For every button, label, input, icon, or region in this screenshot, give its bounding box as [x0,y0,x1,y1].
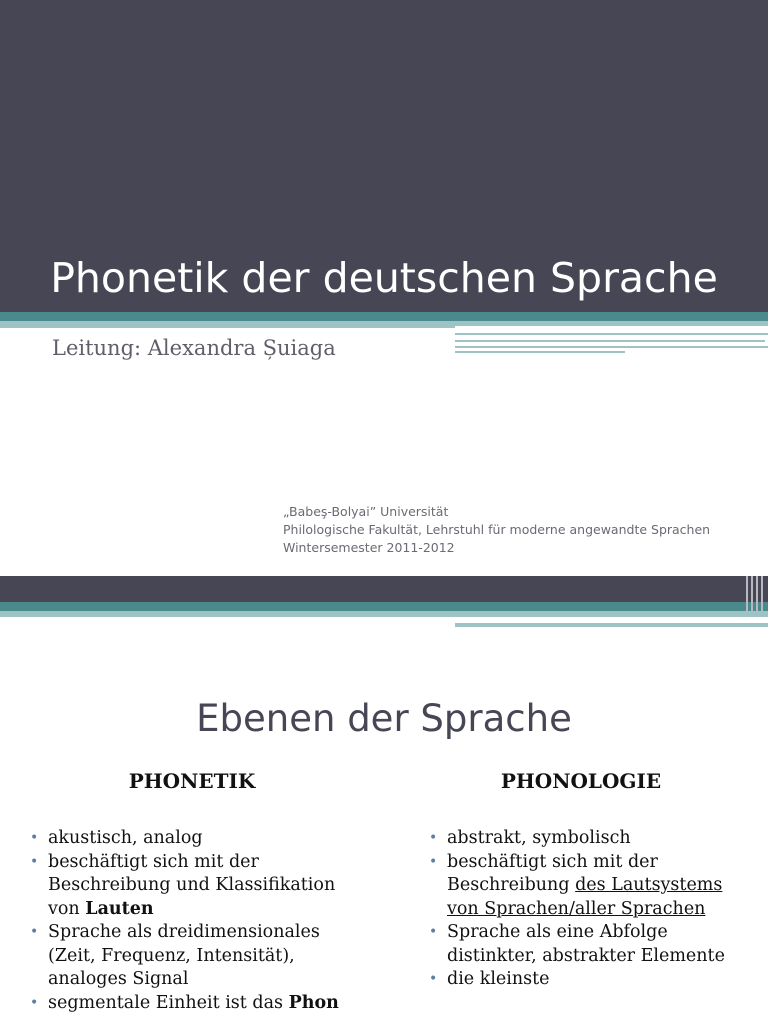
slide-title: Ebenen der Sprache [196,697,572,740]
list-item: • die kleinste [427,968,747,992]
bullet-icon: • [429,853,438,870]
underlined-term: des Lautsystems von Sprachen/aller Sprachen [447,875,723,919]
column-heading-phonologie: PHONOLOGIE [500,769,662,793]
list-item: • akustisch, analog [28,827,358,851]
bold-term: Phon [288,992,339,1013]
content-slide [0,576,768,1024]
list-item: • beschäftigt sich mit der Beschreibung des Lautsystems von Sprachen/aller Sprachen [429,851,723,919]
bullet-icon: • [30,830,39,846]
decorative-stripe [751,576,753,612]
phonologie-list [427,827,747,992]
decorative-stripe [746,576,748,612]
bullet-icon: • [429,830,438,846]
faculty-line: Philologische Fakultät, Lehrstuhl für moderne angewandte Sprachen [283,522,711,537]
list-item: • Sprache als dreidimensionales (Zeit, Frequenz, Intensität), analoges Signal [30,922,320,989]
decorative-line [455,333,768,335]
bullet-icon: • [30,853,39,870]
light-accent-band-right [455,321,768,326]
bullet-icon: • [429,971,438,987]
top-decorative-line [455,623,768,627]
bullet-icon: • [429,924,438,940]
teal-accent-band [0,312,768,321]
bold-term: Lauten [85,898,154,919]
decorative-stripe [756,576,758,612]
top-header-band [0,576,768,602]
university-line: „Babeş-Bolyai” Universität [283,504,449,519]
list-item: • Sprache als eine Abfolge distinkter, abstrakter Elemente [429,922,725,966]
decorative-line [455,351,625,353]
phonetik-list [28,827,358,1015]
presentation-subtitle: Leitung: Alexandra Șuiaga [52,336,336,360]
decorative-stripe [761,576,763,612]
decorative-line [455,346,768,348]
column-heading-phonetik: PHONETIK [128,769,256,793]
light-accent-band [0,321,455,328]
bullet-icon: • [30,994,39,1011]
presentation-title: Phonetik der deutschen Sprache [50,254,718,302]
list-item: • abstrakt, symbolisch [427,827,747,851]
top-light-band [0,611,768,617]
list-item: • beschäftigt sich mit der Beschreibung und Klassifikation von Lauten [30,851,336,919]
decorative-line [455,340,765,342]
institution-info [283,503,710,557]
semester-line: Wintersemester 2011-2012 [283,540,455,555]
list-item: • segmentale Einheit ist das Phon [28,992,358,1016]
top-teal-band [0,602,768,611]
bullet-icon: • [30,924,39,940]
